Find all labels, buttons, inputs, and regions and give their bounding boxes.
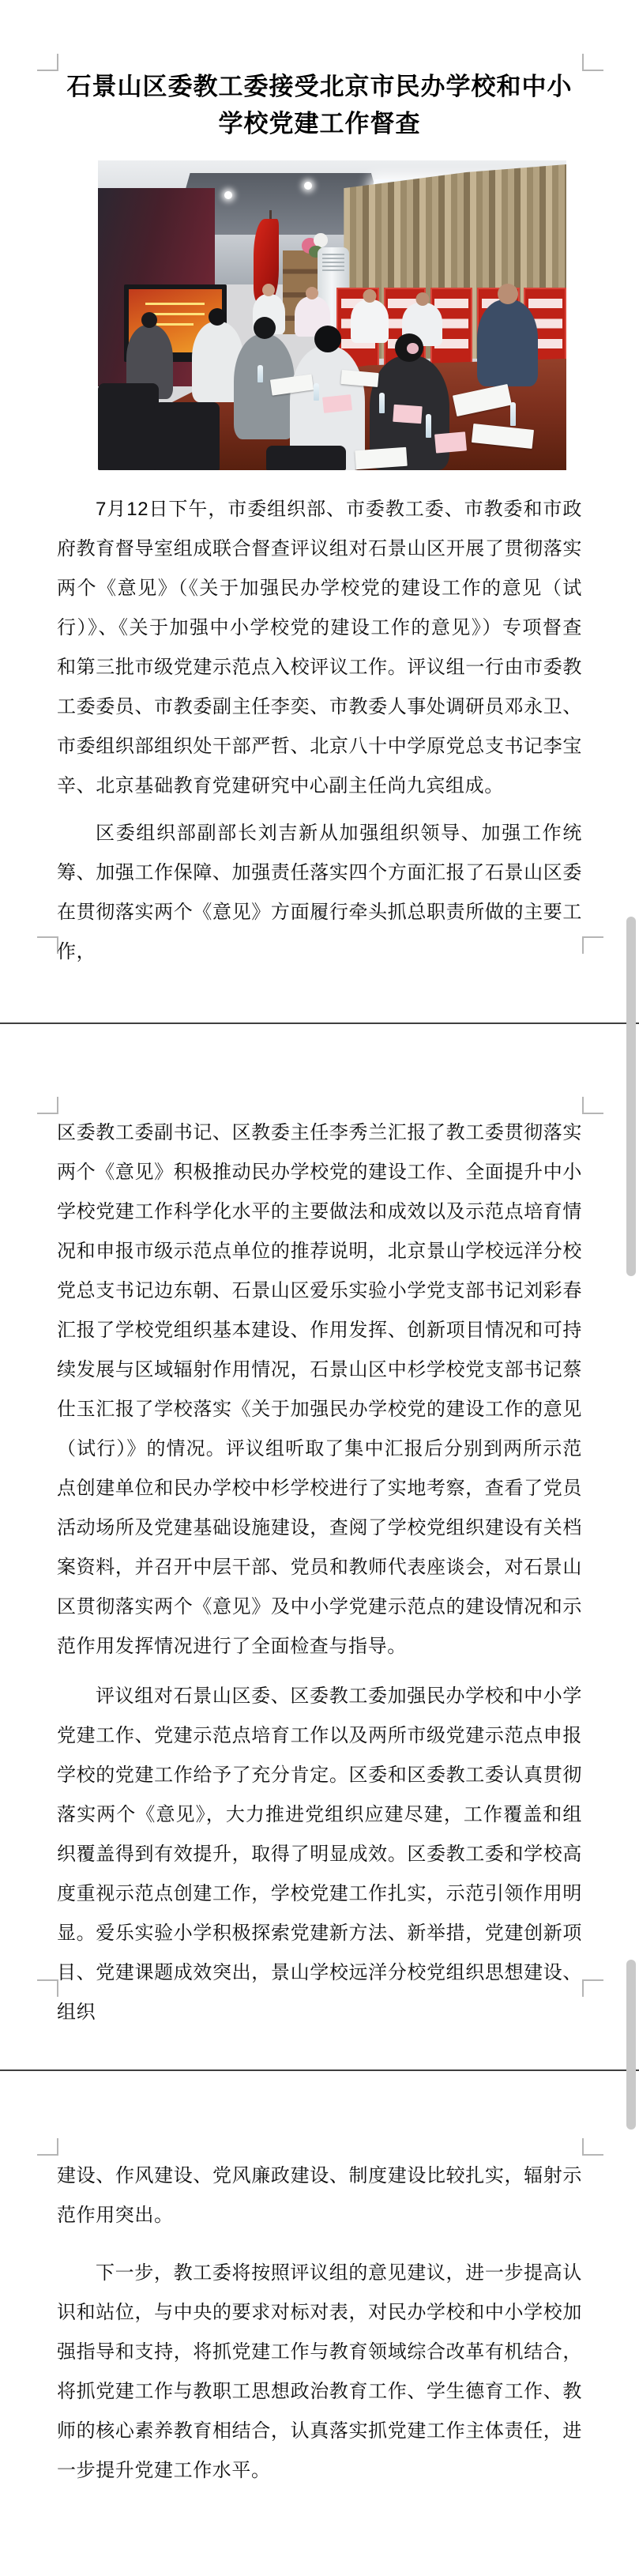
photo-water-bottle [379, 393, 385, 413]
photo-water-bottle [257, 365, 263, 382]
page2-crop-mark-bottom-left [37, 1979, 58, 1997]
photo-person [351, 299, 388, 343]
photo-water-bottle [314, 383, 319, 401]
photo-name-tent [322, 394, 351, 412]
photo-name-tent [393, 404, 422, 423]
page-divider-1 [0, 1022, 639, 1024]
paragraph-4: 下一步，教工委将按照评议组的意见建议，进一步提高认识和站位，与中央的要求对标对表，对民办学校和中小学校加强指导和支持，将抓党建工作与教育领域综合改革有机结合，将抓党建工作与教职工思想政治教育工作、学生德育工作、教师的核心素养教育相结合，认真落实抓党建工作主体责任，进一步提升党建工作水平。 [57, 2262, 582, 2481]
page2-crop-mark-bottom-right [582, 1979, 603, 1997]
photo-ac-vent [322, 254, 344, 273]
photo-name-tent [434, 431, 466, 453]
page1-crop-mark-top-left [37, 54, 58, 71]
photo-paper [355, 446, 408, 469]
photo-slide-text-line [145, 303, 205, 305]
photo-water-bottle [510, 402, 516, 426]
photo-chair [154, 402, 220, 470]
photo-chair [98, 383, 159, 470]
page-title: 石景山区委教工委接受北京市民办学校和中小学校党建工作督查 [66, 73, 573, 137]
page1-crop-mark-bottom-right [582, 936, 603, 954]
paragraph-3-part2: 建设、作风建设、党风廉政建设、制度建设比较扎实，辐射示范作用突出。 [57, 2165, 582, 2226]
page-divider-2 [0, 2069, 639, 2071]
scrollbar-thumb[interactable] [626, 917, 636, 1276]
page3-crop-mark-top-left [37, 2138, 58, 2156]
photo-chair [266, 446, 346, 470]
meeting-photo [98, 160, 566, 470]
page2-crop-mark-top-left [37, 1097, 58, 1114]
paragraph-1: 7月12日下午，市委组织部、市委教工委、市教委和市政府教育督导室组成联合督查评议组对石景山区开展了贯彻落实两个《意见》（《关于加强民办学校党的建设工作的意见（试行）》、《关于加强中小学校党的建设工作的意见》）专项督查和第三批市级党建示范点入校评议工作。评议组一行由市委教工委委员、市教委副主任李奕、市教委人事处调研员邓永卫、市委组织部组织处干部严哲、北京八十中学原党总支书记李宝辛、北京基础教育党建研究中心副主任尚九宾组成。 [57, 499, 582, 797]
scrollbar-thumb[interactable] [626, 1960, 636, 2130]
paragraph-2-part2: 区委教工委副书记、区教委主任李秀兰汇报了教工委贯彻落实两个《意见》积极推动民办学校党的建设工作、全面提升中小学校党建工作科学化水平的主要做法和成效以及示范点培育情况和申报市级示范点单位的推荐说明，北京景山学校远洋分校党总支书记边东朝、石景山区爱乐实验小学党支部书记刘彩春汇报了学校党组织基本建设、作用发挥、创新项目情况和可持续发展与区域辐射作用情况，石景山区中杉学校党支部书记蔡仕玉汇报了学校落实《关于加强民办学校党的建设工作的意见（试行）》的情况。评议组听取了集中汇报后分别到两所示范点创建单位和民办学校中杉学校进行了实地考察，查看了党员活动场所及党建基础设施建设，查阅了学校党组织建设有关档案资料，并召开中层干部、党员和教师代表座谈会，对石景山区贯彻落实两个《意见》及中小学党建示范点的建设情况和示范作用发挥情况进行了全面检查与指导。 [57, 1122, 582, 1657]
page2-crop-mark-top-right [582, 1097, 603, 1114]
page1-crop-mark-bottom-left [37, 936, 58, 954]
paragraph-2-part1: 区委组织部副部长刘吉新从加强组织领导、加强工作统筹、加强工作保障、加强责任落实四个方面汇报了石景山区委在贯彻落实两个《意见》方面履行牵头抓总职责所做的主要工作， [57, 823, 582, 962]
photo-person [477, 299, 538, 386]
paragraph-3-part1: 评议组对石景山区委、区委教工委加强民办学校和中小学党建工作、党建示范点培育工作以及两所市级党建示范点申报学校的党建工作给予了充分肯定。区委和区委教工委认真贯彻落实两个《意见》，大力推进党组织应建尽建，工作覆盖和组织覆盖得到有效提升，取得了明显成效。区委教工委和学校高度重视示范点创建工作，学校党建工作扎实，示范引领作用明显。爱乐实验小学积极探索党建新方法、新举措，党建创新项目、党建课题成效突出，景山学校远洋分校党组织思想建设、组织 [57, 1685, 582, 2023]
photo-slide-text-line [156, 323, 194, 326]
page1-crop-mark-top-right [582, 54, 603, 71]
page3-crop-mark-top-right [582, 2138, 603, 2156]
photo-paper [341, 370, 380, 387]
photo-water-bottle [426, 414, 431, 438]
